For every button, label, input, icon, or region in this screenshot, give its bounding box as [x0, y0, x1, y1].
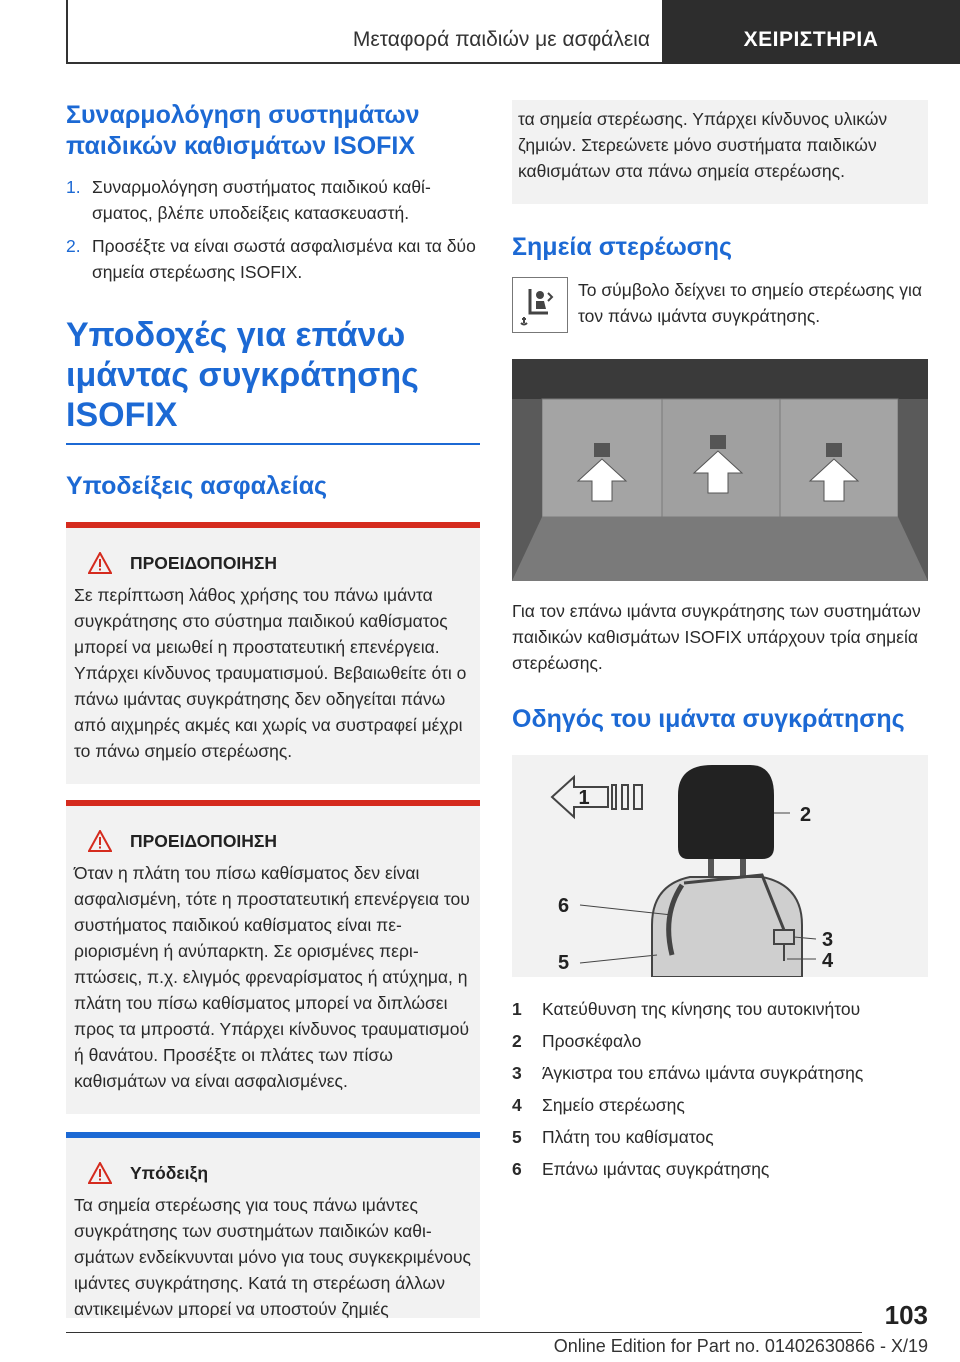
warning-title: ΠΡΟΕΙΔΟΠΟΙΗΣΗ — [130, 831, 278, 851]
legend-number: 4 — [512, 1095, 522, 1115]
trunk-description: Για τον επάνω ιμάντα συγκράτησης των συστημάτων παιδικών καθισμάτων ISOFIX υπάρχουν τρία σημεία στερέωσης. — [512, 601, 921, 673]
legend-number: 3 — [512, 1063, 522, 1083]
assembly-heading: Συναρμολόγηση συστημάτων παιδικών καθισμάτων ISOFIX — [66, 101, 420, 160]
assembly-steps — [66, 174, 480, 285]
legend-number: 5 — [512, 1127, 522, 1147]
diagram-label-4: 4 — [822, 950, 834, 972]
diagram-legend — [512, 996, 928, 1182]
legend-item — [512, 1028, 928, 1054]
isofix-anchor-symbol — [512, 277, 568, 333]
legend-text: Προσκέφαλο — [542, 1031, 642, 1051]
diagram-label-1: 1 — [578, 787, 590, 809]
warning-header — [74, 828, 472, 854]
edition-info[interactable]: Online Edition for Part no. 01402630866 - X/19 — [553, 1336, 928, 1356]
chapter-tab[interactable]: ΧΕΙΡΙΣΤΗΡΙΑ — [662, 0, 960, 64]
diagram-label-2: 2 — [800, 804, 812, 826]
warning-box-1 — [66, 522, 480, 784]
legend-number: 2 — [512, 1031, 522, 1051]
warning-text: Όταν η πλάτη του πίσω καθίσματος δεν είναι ασφαλισμένη, τότε η προστατευτική επενέργεια του συστήματος παιδικού καθίσματος είναι περιορισμένη ή ανύπαρκτη. Σε ορισμένες περιπτώσεις, π.χ. ελιγμός φρεναρίσματος ή ατύχημα, η πλάτη του πίσω καθίσματος μπορεί να διπλώσει προς τα μπροστά. Υπάρχει κίνδυνος τραυματισμού ή θανάτου. Προσέξτε οι πλάτες των πίσω καθισμάτων να είναι ασφαλισμένες. — [74, 863, 470, 1091]
diagram-label-6: 6 — [558, 895, 570, 917]
strap-diagram — [512, 755, 928, 982]
notice-box — [66, 1132, 480, 1318]
legend-number: 6 — [512, 1159, 522, 1179]
step-number: 1. — [66, 177, 81, 197]
legend-text: Σημείο στερέωσης — [542, 1095, 685, 1115]
headrest-strap-diagram — [512, 755, 928, 977]
header-underline — [66, 62, 662, 64]
page-number: 103 — [884, 1300, 928, 1330]
step-text: Προσέξτε να είναι σωστά ασφαλισμένα και τα δύο σημεία στερέωσης ISOFIX. — [92, 236, 476, 282]
legend-item — [512, 1092, 928, 1118]
anchor-heading: Σημεία στερέωσης — [512, 233, 733, 261]
left-column — [66, 100, 480, 1318]
guide-heading: Οδηγός του ιμάντα συγκράτησης — [512, 705, 905, 733]
step-item — [66, 174, 480, 226]
legend-item — [512, 996, 928, 1022]
notice-text: Τα σημεία στερέωσης για τους πάνω ιμάντες συγκράτησης των συστημάτων παιδικών καθισμάτων ενδείκνυνται μόνο για τους συγκεκριμένους ιμάντες συγκράτησης. Κατά τη στερέωση άλλων αντικειμένων μπορεί να υποστούν ζημιές — [74, 1195, 471, 1318]
legend-text: Κατεύθυνση της κίνησης του αυτοκινήτου — [542, 999, 861, 1019]
heading-rule — [66, 443, 480, 445]
notice-continuation: τα σημεία στερέωσης. Υπάρχει κίνδυνος υλικών ζημιών. Στερεώνετε μόνο συστήματα παιδικών καθισμάτων στα πάνω σημεία στερέωσης. — [512, 100, 928, 204]
legend-text: Άγκιστρα του επάνω ιμάντα συγκράτησης — [542, 1063, 864, 1083]
header-divider — [66, 0, 68, 62]
warning-text: Σε περίπτωση λάθος χρήσης του πάνω ιμάντα συγκράτησης στο σύστημα παιδικού καθίσματος μπορεί να μειωθεί η προστατευτική επενέργεια. Υπάρχει κίνδυνος τραυματισμού. Βεβαιωθείτε ότι ο πάνω ιμάντας συγκράτησης δεν οδηγείται πάνω από αιχμηρές ακμές και χωρίς να συστραφεί μέχρι το πάνω σημείο στερέωσης. — [74, 585, 467, 761]
step-number: 2. — [66, 236, 81, 256]
footer-divider — [66, 1332, 862, 1333]
notice-header — [74, 1160, 472, 1186]
mounts-heading: Υποδοχές για επάνω ιμάντας συγκράτησης ISOFIX — [66, 316, 419, 434]
warning-title: ΠΡΟΕΙΔΟΠΟΙΗΣΗ — [130, 553, 278, 573]
safety-heading: Υποδείξεις ασφαλείας — [66, 472, 328, 500]
step-item — [66, 233, 480, 285]
trunk-anchor-photo — [512, 359, 928, 581]
warning-triangle-icon — [88, 830, 112, 852]
legend-text: Επάνω ιμάντας συγκράτησης — [542, 1159, 770, 1179]
step-text: Συναρμολόγηση συστήματος παιδικού καθίσματος, βλέπε υποδείξεις κατασκευαστή. — [92, 177, 431, 223]
legend-item — [512, 1156, 928, 1182]
section-title: Μεταφορά παιδιών με ασφάλεια — [352, 28, 650, 51]
notice-triangle-icon — [88, 1162, 112, 1184]
symbol-row — [512, 277, 928, 333]
warning-box-2 — [66, 800, 480, 1114]
right-column — [512, 100, 928, 1188]
child-seat-anchor-icon — [518, 283, 562, 327]
diagram-label-5: 5 — [558, 952, 570, 974]
warning-triangle-icon — [88, 552, 112, 574]
warning-header — [74, 550, 472, 576]
legend-item — [512, 1060, 928, 1086]
symbol-description: Το σύμβολο δείχνει το σημείο στερέωσης για τον πάνω ιμάντα συγκράτησης. — [578, 280, 922, 326]
legend-item — [512, 1124, 928, 1150]
legend-number: 1 — [512, 999, 522, 1019]
notice-title: Υπόδειξη — [130, 1163, 209, 1183]
legend-text: Πλάτη του καθίσματος — [542, 1127, 714, 1147]
trunk-photo — [512, 359, 928, 586]
diagram-label-3: 3 — [822, 929, 834, 951]
